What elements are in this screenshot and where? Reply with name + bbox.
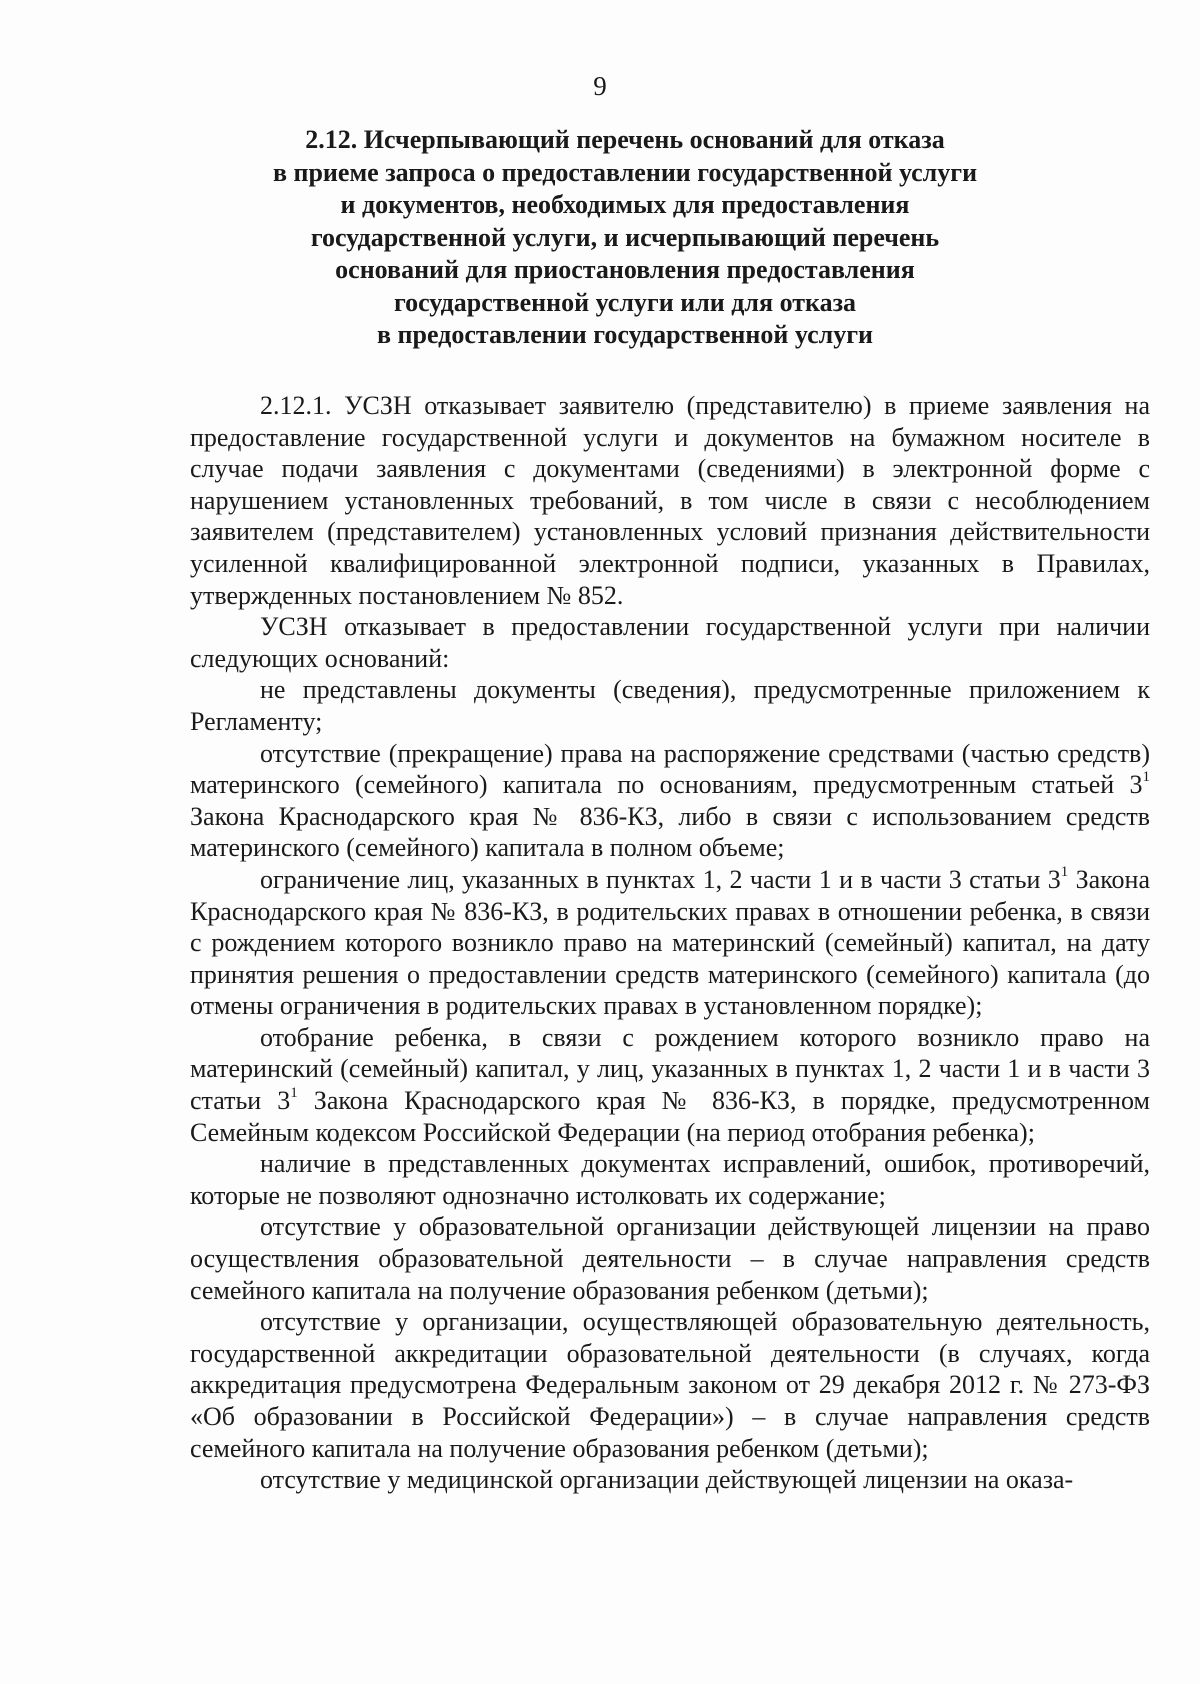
superscript: 1 (1060, 864, 1069, 881)
paragraph-education-license: отсутствие у образовательной организации действующей лицензии на право осуществления образовательной деятельности – в случае направления средств семейного капитала на получение образования ребенком (детьми); (190, 1212, 1150, 1305)
superscript: 1 (1142, 769, 1150, 786)
text-span: Закона Краснодарского края № 836-КЗ, в родительских правах в отношении ребенка, в связи с рождением которого возникло право на материнский (семейный) капитал, на дату принятия решения о предоставлении средств материнского (семейного) капитала (до отмены ограничения в родительских правах в установленном порядке); (190, 864, 1150, 1021)
page-number: 9 (593, 71, 607, 101)
heading-line: в предоставлении государственной услуги (376, 320, 873, 349)
paragraph-right-termination (190, 738, 1150, 864)
text-span: ограничение лиц, указанных в пунктах 1, 2 части 1 и в части 3 статьи 3 (260, 864, 1061, 894)
superscript: 1 (290, 1085, 298, 1102)
heading-line: 2.12. Исчерпывающий перечень оснований для отказа (305, 125, 945, 154)
heading-line: государственной услуги, и исчерпывающий перечень (310, 222, 940, 252)
text-span: Закона Краснодарского края № 836-КЗ, либо в связи с использованием средств материнского (семейного) капитала в полном объеме; (190, 801, 1150, 863)
heading-line: в приеме запроса о предоставлении государственной услуги (272, 157, 978, 187)
paragraph-education-accreditation: отсутствие у организации, осуществляющей образовательную деятельность, государственной аккредитации образовательной деятельности (в случаях, когда аккредитация предусмотрена Федеральным законом от 29 декабря 2012 г. № 273-ФЗ «Об образовании в Российской Федерации») – в случае направления средств семейного капитала на получение образования ребенком (детьми); (190, 1307, 1150, 1463)
text-span: Закона Краснодарского края № 836-КЗ, в порядке, предусмотренном Семейным кодексом Российской Федерации (на период отобрания ребенка); (190, 1086, 1150, 1147)
text-span: отобрание ребенка, в связи с рождением которого возникло право на материнский (семейный) капитал, у лиц, указанных в пунктах 1, 2 части 1 и в части 3 статьи 3 (190, 1022, 1150, 1116)
heading-line: и документов, необходимых для предоставления (340, 190, 910, 219)
paragraph-refusal-grounds-intro: УСЗН отказывает в предоставлении государственной услуги при наличии следующих оснований: (190, 612, 1150, 673)
text-span: отсутствие (прекращение) права на распоряжение средствами (частью средств) материнского (семейного) капитала по основаниям, предусмотренным статьей 3 (190, 738, 1150, 800)
paragraph-medical-license: отсутствие у медицинской организации действующей лицензии на оказа- (260, 1465, 1074, 1495)
heading-line: оснований для приостановления предоставления (335, 255, 915, 284)
body-text (190, 390, 1150, 1496)
section-heading (190, 124, 1060, 352)
paragraph-2-12-1: 2.12.1. УСЗН отказывает заявителю (представителю) в приеме заявления на предоставление государственной услуги и документов на бумажном носителе в случае подачи заявления с документами (сведениями) в электронной форме с нарушением установленных требований, в том числе в связи с несоблюдением заявителем (представителем) установленных условий признания действительности усиленной квалифицированной электронной подписи, указанных в Правилах, утвержденных постановлением № 852. (190, 391, 1150, 610)
heading-line: государственной услуги или для отказа (393, 287, 857, 317)
paragraph-document-errors: наличие в представленных документах исправлений, ошибок, противоречий, которые не позволяют однозначно истолковать их содержание; (190, 1149, 1150, 1210)
paragraph-parental-rights-limitation (190, 864, 1150, 1022)
paragraph-missing-documents: не представлены документы (сведения), предусмотренные приложением к Регламенту; (190, 675, 1150, 736)
paragraph-child-removal (190, 1022, 1150, 1148)
